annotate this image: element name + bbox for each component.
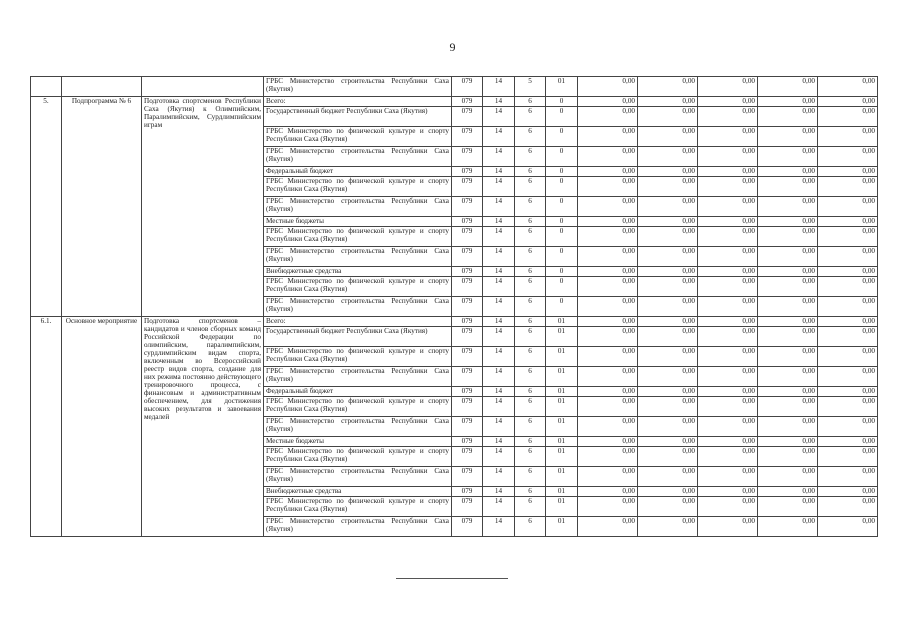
budget-table-body bbox=[31, 77, 878, 537]
value-cell: 0,00 bbox=[758, 397, 818, 417]
value-cell: 0,00 bbox=[818, 447, 878, 467]
value-cell: 0,00 bbox=[758, 517, 818, 537]
funding-source-cell: ГРБС Министерство строительства Республики Саха (Якутия) bbox=[264, 77, 452, 97]
value-cell: 0,00 bbox=[638, 447, 698, 467]
funding-source-cell: Государственный бюджет Республики Саха (Якутия) bbox=[264, 327, 452, 347]
value-cell: 0,00 bbox=[818, 167, 878, 177]
value-cell: 0,00 bbox=[698, 347, 758, 367]
value-cell: 0,00 bbox=[638, 247, 698, 267]
subprogram-code-cell: 0 bbox=[546, 177, 578, 197]
value-cell: 0,00 bbox=[758, 497, 818, 517]
funding-source-cell: Государственный бюджет Республики Саха (Якутия) bbox=[264, 107, 452, 127]
value-cell: 0,00 bbox=[818, 277, 878, 297]
grbs-code-cell: 079 bbox=[452, 367, 483, 387]
value-cell: 0,00 bbox=[818, 147, 878, 167]
value-cell: 0,00 bbox=[638, 387, 698, 397]
value-cell: 0,00 bbox=[818, 77, 878, 97]
subprogram-code-cell: 01 bbox=[546, 397, 578, 417]
value-cell: 0,00 bbox=[818, 107, 878, 127]
grbs-code-cell: 079 bbox=[452, 267, 483, 277]
section-code-cell: 14 bbox=[483, 267, 515, 277]
subprogram-code-cell: 0 bbox=[546, 127, 578, 147]
table-row bbox=[31, 317, 878, 327]
value-cell: 0,00 bbox=[818, 437, 878, 447]
section-code-cell: 14 bbox=[483, 167, 515, 177]
value-cell: 0,00 bbox=[698, 227, 758, 247]
funding-source-cell: ГРБС Министерство строительства Республики Саха (Якутия) bbox=[264, 367, 452, 387]
subprogram-code-cell: 0 bbox=[546, 277, 578, 297]
grbs-code-cell: 079 bbox=[452, 487, 483, 497]
value-cell: 0,00 bbox=[758, 447, 818, 467]
grbs-code-cell: 079 bbox=[452, 197, 483, 217]
value-cell: 0,00 bbox=[758, 197, 818, 217]
subprogram-code-cell: 0 bbox=[546, 297, 578, 317]
subprogram-code-cell: 0 bbox=[546, 147, 578, 167]
funding-source-cell: Местные бюджеты bbox=[264, 217, 452, 227]
grbs-code-cell: 079 bbox=[452, 247, 483, 267]
section-code-cell: 14 bbox=[483, 217, 515, 227]
value-cell: 0,00 bbox=[578, 97, 638, 107]
page-number: 9 bbox=[449, 40, 456, 54]
value-cell: 0,00 bbox=[638, 177, 698, 197]
section-code-cell: 14 bbox=[483, 397, 515, 417]
funding-source-cell: Местные бюджеты bbox=[264, 437, 452, 447]
value-cell: 0,00 bbox=[578, 77, 638, 97]
grbs-code-cell: 079 bbox=[452, 227, 483, 247]
value-cell: 0,00 bbox=[818, 397, 878, 417]
grbs-code-cell: 079 bbox=[452, 497, 483, 517]
section-code-cell: 14 bbox=[483, 327, 515, 347]
value-cell: 0,00 bbox=[758, 387, 818, 397]
program-code-cell: 5 bbox=[515, 77, 546, 97]
grbs-code-cell: 079 bbox=[452, 517, 483, 537]
subprogram-code-cell: 01 bbox=[546, 387, 578, 397]
value-cell: 0,00 bbox=[758, 467, 818, 487]
value-cell: 0,00 bbox=[758, 317, 818, 327]
value-cell: 0,00 bbox=[758, 107, 818, 127]
grbs-code-cell: 079 bbox=[452, 437, 483, 447]
value-cell: 0,00 bbox=[758, 227, 818, 247]
value-cell: 0,00 bbox=[698, 367, 758, 387]
program-code-cell: 6 bbox=[515, 387, 546, 397]
value-cell: 0,00 bbox=[578, 447, 638, 467]
value-cell: 0,00 bbox=[818, 367, 878, 387]
section-code-cell: 14 bbox=[483, 97, 515, 107]
value-cell: 0,00 bbox=[578, 317, 638, 327]
value-cell: 0,00 bbox=[758, 127, 818, 147]
program-code-cell: 6 bbox=[515, 217, 546, 227]
funding-source-cell: ГРБС Министерство по физической культуре и спорту Республики Саха (Якутия) bbox=[264, 277, 452, 297]
grbs-code-cell: 079 bbox=[452, 77, 483, 97]
grbs-code-cell: 079 bbox=[452, 397, 483, 417]
section-code-cell: 14 bbox=[483, 277, 515, 297]
program-code-cell: 6 bbox=[515, 297, 546, 317]
value-cell: 0,00 bbox=[638, 467, 698, 487]
value-cell: 0,00 bbox=[638, 227, 698, 247]
funding-source-cell: ГРБС Министерство строительства Республики Саха (Якутия) bbox=[264, 417, 452, 437]
value-cell: 0,00 bbox=[818, 497, 878, 517]
value-cell: 0,00 bbox=[758, 487, 818, 497]
value-cell: 0,00 bbox=[638, 147, 698, 167]
grbs-code-cell: 079 bbox=[452, 387, 483, 397]
value-cell: 0,00 bbox=[638, 97, 698, 107]
value-cell: 0,00 bbox=[758, 297, 818, 317]
value-cell: 0,00 bbox=[578, 297, 638, 317]
value-cell: 0,00 bbox=[818, 197, 878, 217]
value-cell: 0,00 bbox=[818, 387, 878, 397]
program-code-cell: 6 bbox=[515, 247, 546, 267]
program-code-cell: 6 bbox=[515, 107, 546, 127]
value-cell: 0,00 bbox=[698, 97, 758, 107]
subprogram-code-cell: 01 bbox=[546, 77, 578, 97]
value-cell: 0,00 bbox=[818, 247, 878, 267]
section-code-cell: 14 bbox=[483, 487, 515, 497]
value-cell: 0,00 bbox=[818, 177, 878, 197]
section-code-cell: 14 bbox=[483, 227, 515, 247]
value-cell: 0,00 bbox=[698, 397, 758, 417]
value-cell: 0,00 bbox=[578, 217, 638, 227]
value-cell: 0,00 bbox=[578, 517, 638, 537]
table-row bbox=[31, 97, 878, 107]
value-cell: 0,00 bbox=[698, 327, 758, 347]
row-number-cell: 5. bbox=[31, 97, 62, 317]
value-cell: 0,00 bbox=[698, 147, 758, 167]
subprogram-code-cell: 01 bbox=[546, 447, 578, 467]
value-cell: 0,00 bbox=[758, 147, 818, 167]
subprogram-code-cell: 0 bbox=[546, 267, 578, 277]
program-code-cell: 6 bbox=[515, 127, 546, 147]
value-cell: 0,00 bbox=[758, 367, 818, 387]
section-code-cell: 14 bbox=[483, 367, 515, 387]
subprogram-code-cell: 01 bbox=[546, 317, 578, 327]
program-code-cell: 6 bbox=[515, 177, 546, 197]
value-cell: 0,00 bbox=[578, 417, 638, 437]
value-cell: 0,00 bbox=[578, 327, 638, 347]
value-cell: 0,00 bbox=[638, 297, 698, 317]
section-code-cell: 14 bbox=[483, 447, 515, 467]
program-code-cell: 6 bbox=[515, 397, 546, 417]
subprogram-code-cell: 01 bbox=[546, 517, 578, 537]
value-cell: 0,00 bbox=[818, 297, 878, 317]
value-cell: 0,00 bbox=[818, 217, 878, 227]
value-cell: 0,00 bbox=[698, 197, 758, 217]
subprogram-code-cell: 0 bbox=[546, 227, 578, 247]
footnote-separator bbox=[396, 578, 508, 579]
subprogram-code-cell: 0 bbox=[546, 247, 578, 267]
program-code-cell: 6 bbox=[515, 437, 546, 447]
subprogram-code-cell: 01 bbox=[546, 327, 578, 347]
grbs-code-cell: 079 bbox=[452, 167, 483, 177]
value-cell: 0,00 bbox=[698, 447, 758, 467]
program-description-cell: Подготовка спортсменов – кандидатов и членов сборных команд Российской Федерации по олимпийским, паралимпийским, сурдлимпийским видам спорта, включенным во Всероссийский реестр видов спорта, создание для них режима постоянно действующего тренировочного процесса, с финансовым и административным обеспечением, для достижения высоких результатов и завоевания медалей bbox=[142, 317, 264, 537]
value-cell: 0,00 bbox=[818, 327, 878, 347]
row-number-cell bbox=[31, 77, 62, 97]
value-cell: 0,00 bbox=[638, 197, 698, 217]
value-cell: 0,00 bbox=[638, 167, 698, 177]
funding-source-cell: ГРБС Министерство по физической культуре и спорту Республики Саха (Якутия) bbox=[264, 397, 452, 417]
value-cell: 0,00 bbox=[698, 217, 758, 227]
value-cell: 0,00 bbox=[698, 247, 758, 267]
program-code-cell: 6 bbox=[515, 467, 546, 487]
section-code-cell: 14 bbox=[483, 107, 515, 127]
value-cell: 0,00 bbox=[638, 267, 698, 277]
value-cell: 0,00 bbox=[698, 127, 758, 147]
value-cell: 0,00 bbox=[698, 487, 758, 497]
value-cell: 0,00 bbox=[638, 127, 698, 147]
value-cell: 0,00 bbox=[578, 147, 638, 167]
program-code-cell: 6 bbox=[515, 267, 546, 277]
section-code-cell: 14 bbox=[483, 387, 515, 397]
program-code-cell: 6 bbox=[515, 447, 546, 467]
value-cell: 0,00 bbox=[638, 77, 698, 97]
grbs-code-cell: 079 bbox=[452, 217, 483, 227]
section-code-cell: 14 bbox=[483, 77, 515, 97]
section-code-cell: 14 bbox=[483, 317, 515, 327]
grbs-code-cell: 079 bbox=[452, 147, 483, 167]
value-cell: 0,00 bbox=[758, 277, 818, 297]
value-cell: 0,00 bbox=[698, 277, 758, 297]
value-cell: 0,00 bbox=[698, 497, 758, 517]
section-code-cell: 14 bbox=[483, 297, 515, 317]
funding-source-cell: Всего: bbox=[264, 317, 452, 327]
value-cell: 0,00 bbox=[578, 387, 638, 397]
funding-source-cell: ГРБС Министерство по физической культуре и спорту Республики Саха (Якутия) bbox=[264, 497, 452, 517]
program-name-cell bbox=[62, 77, 142, 97]
funding-source-cell: Федеральный бюджет bbox=[264, 167, 452, 177]
grbs-code-cell: 079 bbox=[452, 417, 483, 437]
value-cell: 0,00 bbox=[818, 517, 878, 537]
value-cell: 0,00 bbox=[578, 227, 638, 247]
section-code-cell: 14 bbox=[483, 517, 515, 537]
value-cell: 0,00 bbox=[638, 107, 698, 127]
program-code-cell: 6 bbox=[515, 487, 546, 497]
value-cell: 0,00 bbox=[818, 487, 878, 497]
value-cell: 0,00 bbox=[578, 167, 638, 177]
funding-source-cell: Всего: bbox=[264, 97, 452, 107]
value-cell: 0,00 bbox=[818, 267, 878, 277]
value-cell: 0,00 bbox=[578, 277, 638, 297]
value-cell: 0,00 bbox=[578, 487, 638, 497]
value-cell: 0,00 bbox=[578, 437, 638, 447]
value-cell: 0,00 bbox=[698, 437, 758, 447]
section-code-cell: 14 bbox=[483, 177, 515, 197]
program-code-cell: 6 bbox=[515, 227, 546, 247]
value-cell: 0,00 bbox=[638, 497, 698, 517]
subprogram-code-cell: 0 bbox=[546, 97, 578, 107]
value-cell: 0,00 bbox=[758, 177, 818, 197]
funding-source-cell: ГРБС Министерство строительства Республики Саха (Якутия) bbox=[264, 517, 452, 537]
grbs-code-cell: 079 bbox=[452, 297, 483, 317]
program-name-cell: Подпрограмма № 6 bbox=[62, 97, 142, 317]
funding-source-cell: ГРБС Министерство по физической культуре и спорту Республики Саха (Якутия) bbox=[264, 127, 452, 147]
program-code-cell: 6 bbox=[515, 367, 546, 387]
value-cell: 0,00 bbox=[578, 127, 638, 147]
funding-source-cell: ГРБС Министерство по физической культуре и спорту Республики Саха (Якутия) bbox=[264, 347, 452, 367]
value-cell: 0,00 bbox=[758, 97, 818, 107]
value-cell: 0,00 bbox=[578, 247, 638, 267]
value-cell: 0,00 bbox=[818, 317, 878, 327]
program-code-cell: 6 bbox=[515, 147, 546, 167]
table-row bbox=[31, 77, 878, 97]
value-cell: 0,00 bbox=[758, 347, 818, 367]
budget-table bbox=[30, 76, 878, 537]
program-description-cell: Подготовка спортсменов Республики Саха (Якутия) к Олимпийским, Паралимпийским, Сурдлимпийским играм bbox=[142, 97, 264, 317]
funding-source-cell: ГРБС Министерство по физической культуре и спорту Республики Саха (Якутия) bbox=[264, 447, 452, 467]
value-cell: 0,00 bbox=[758, 267, 818, 277]
section-code-cell: 14 bbox=[483, 247, 515, 267]
row-number-cell: 6.1. bbox=[31, 317, 62, 537]
value-cell: 0,00 bbox=[818, 347, 878, 367]
subprogram-code-cell: 01 bbox=[546, 467, 578, 487]
subprogram-code-cell: 01 bbox=[546, 487, 578, 497]
value-cell: 0,00 bbox=[578, 467, 638, 487]
program-code-cell: 6 bbox=[515, 517, 546, 537]
program-code-cell: 6 bbox=[515, 167, 546, 177]
funding-source-cell: ГРБС Министерство строительства Республики Саха (Якутия) bbox=[264, 297, 452, 317]
funding-source-cell: Внебюджетные средства bbox=[264, 487, 452, 497]
value-cell: 0,00 bbox=[758, 417, 818, 437]
value-cell: 0,00 bbox=[698, 297, 758, 317]
program-code-cell: 6 bbox=[515, 497, 546, 517]
value-cell: 0,00 bbox=[758, 437, 818, 447]
subprogram-code-cell: 01 bbox=[546, 347, 578, 367]
grbs-code-cell: 079 bbox=[452, 447, 483, 467]
program-code-cell: 6 bbox=[515, 347, 546, 367]
value-cell: 0,00 bbox=[758, 247, 818, 267]
subprogram-code-cell: 01 bbox=[546, 437, 578, 447]
value-cell: 0,00 bbox=[578, 497, 638, 517]
value-cell: 0,00 bbox=[638, 397, 698, 417]
funding-source-cell: ГРБС Министерство строительства Республики Саха (Якутия) bbox=[264, 467, 452, 487]
program-code-cell: 6 bbox=[515, 317, 546, 327]
value-cell: 0,00 bbox=[638, 487, 698, 497]
funding-source-cell: Внебюджетные средства bbox=[264, 267, 452, 277]
program-code-cell: 6 bbox=[515, 97, 546, 107]
value-cell: 0,00 bbox=[638, 437, 698, 447]
value-cell: 0,00 bbox=[698, 177, 758, 197]
value-cell: 0,00 bbox=[698, 317, 758, 327]
value-cell: 0,00 bbox=[758, 167, 818, 177]
value-cell: 0,00 bbox=[578, 397, 638, 417]
value-cell: 0,00 bbox=[818, 97, 878, 107]
section-code-cell: 14 bbox=[483, 147, 515, 167]
section-code-cell: 14 bbox=[483, 467, 515, 487]
grbs-code-cell: 079 bbox=[452, 97, 483, 107]
value-cell: 0,00 bbox=[578, 367, 638, 387]
value-cell: 0,00 bbox=[698, 107, 758, 127]
value-cell: 0,00 bbox=[818, 127, 878, 147]
section-code-cell: 14 bbox=[483, 497, 515, 517]
grbs-code-cell: 079 bbox=[452, 317, 483, 327]
funding-source-cell: ГРБС Министерство по физической культуре и спорту Республики Саха (Якутия) bbox=[264, 177, 452, 197]
grbs-code-cell: 079 bbox=[452, 277, 483, 297]
subprogram-code-cell: 01 bbox=[546, 497, 578, 517]
grbs-code-cell: 079 bbox=[452, 327, 483, 347]
value-cell: 0,00 bbox=[818, 227, 878, 247]
section-code-cell: 14 bbox=[483, 347, 515, 367]
value-cell: 0,00 bbox=[698, 167, 758, 177]
value-cell: 0,00 bbox=[578, 347, 638, 367]
value-cell: 0,00 bbox=[818, 417, 878, 437]
value-cell: 0,00 bbox=[578, 177, 638, 197]
subprogram-code-cell: 01 bbox=[546, 417, 578, 437]
subprogram-code-cell: 0 bbox=[546, 167, 578, 177]
subprogram-code-cell: 0 bbox=[546, 197, 578, 217]
funding-source-cell: ГРБС Министерство строительства Республики Саха (Якутия) bbox=[264, 247, 452, 267]
funding-source-cell: ГРБС Министерство строительства Республики Саха (Якутия) bbox=[264, 197, 452, 217]
program-description-cell bbox=[142, 77, 264, 97]
subprogram-code-cell: 0 bbox=[546, 107, 578, 127]
grbs-code-cell: 079 bbox=[452, 467, 483, 487]
value-cell: 0,00 bbox=[638, 367, 698, 387]
grbs-code-cell: 079 bbox=[452, 347, 483, 367]
funding-source-cell: ГРБС Министерство строительства Республики Саха (Якутия) bbox=[264, 147, 452, 167]
value-cell: 0,00 bbox=[698, 267, 758, 277]
value-cell: 0,00 bbox=[638, 417, 698, 437]
value-cell: 0,00 bbox=[698, 77, 758, 97]
value-cell: 0,00 bbox=[638, 327, 698, 347]
value-cell: 0,00 bbox=[758, 327, 818, 347]
value-cell: 0,00 bbox=[638, 217, 698, 227]
value-cell: 0,00 bbox=[578, 197, 638, 217]
value-cell: 0,00 bbox=[758, 217, 818, 227]
value-cell: 0,00 bbox=[698, 517, 758, 537]
grbs-code-cell: 079 bbox=[452, 177, 483, 197]
subprogram-code-cell: 01 bbox=[546, 367, 578, 387]
value-cell: 0,00 bbox=[758, 77, 818, 97]
value-cell: 0,00 bbox=[818, 467, 878, 487]
program-code-cell: 6 bbox=[515, 277, 546, 297]
grbs-code-cell: 079 bbox=[452, 107, 483, 127]
value-cell: 0,00 bbox=[638, 347, 698, 367]
value-cell: 0,00 bbox=[698, 467, 758, 487]
subprogram-code-cell: 0 bbox=[546, 217, 578, 227]
value-cell: 0,00 bbox=[578, 107, 638, 127]
funding-source-cell: Федеральный бюджет bbox=[264, 387, 452, 397]
value-cell: 0,00 bbox=[698, 417, 758, 437]
value-cell: 0,00 bbox=[698, 387, 758, 397]
value-cell: 0,00 bbox=[638, 277, 698, 297]
program-code-cell: 6 bbox=[515, 197, 546, 217]
grbs-code-cell: 079 bbox=[452, 127, 483, 147]
section-code-cell: 14 bbox=[483, 417, 515, 437]
value-cell: 0,00 bbox=[638, 517, 698, 537]
value-cell: 0,00 bbox=[578, 267, 638, 277]
program-name-cell: Основное мероприятие bbox=[62, 317, 142, 537]
program-code-cell: 6 bbox=[515, 327, 546, 347]
value-cell: 0,00 bbox=[638, 317, 698, 327]
section-code-cell: 14 bbox=[483, 127, 515, 147]
funding-source-cell: ГРБС Министерство по физической культуре и спорту Республики Саха (Якутия) bbox=[264, 227, 452, 247]
section-code-cell: 14 bbox=[483, 437, 515, 447]
section-code-cell: 14 bbox=[483, 197, 515, 217]
program-code-cell: 6 bbox=[515, 417, 546, 437]
